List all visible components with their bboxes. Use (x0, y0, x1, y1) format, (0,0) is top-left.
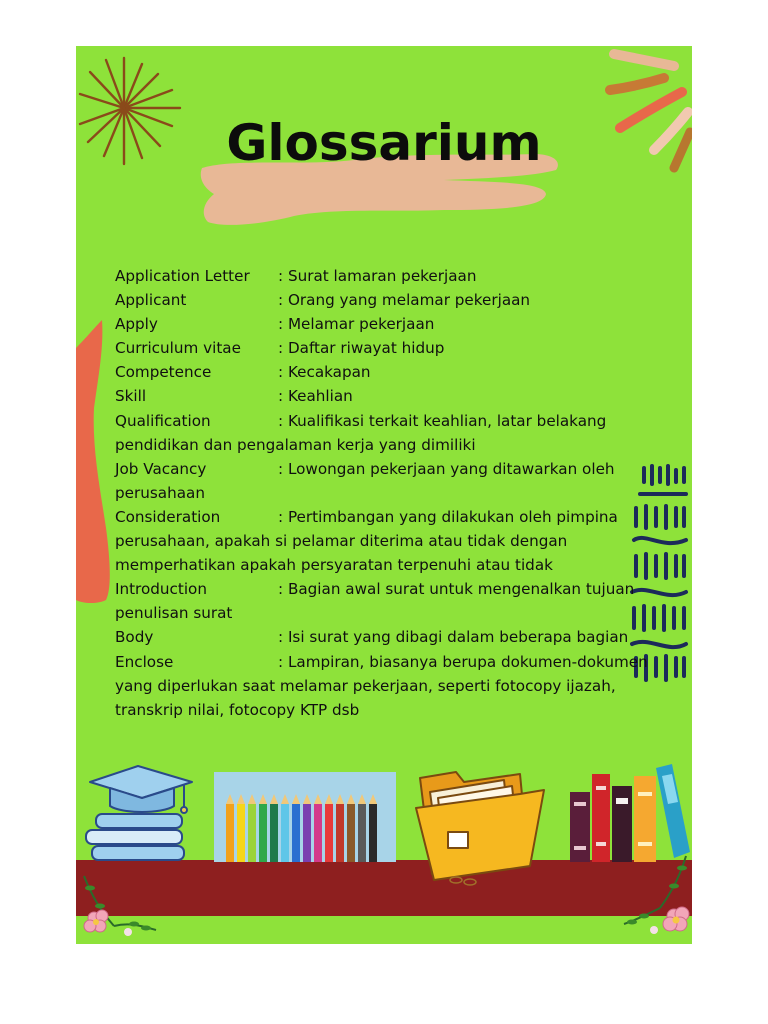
glossary-definition: : Isi surat yang dibagi dalam beberapa bagian (278, 628, 629, 647)
glossary-entry (115, 505, 655, 577)
glossary-term: Applicant (115, 291, 187, 310)
glossary-term: Body (115, 628, 154, 647)
glossary-term: Consideration (115, 507, 221, 526)
glossary-entry (115, 336, 655, 360)
glossary-entry (115, 312, 655, 336)
glossary-term: Enclose (115, 652, 174, 671)
glossary-definition: : Pertimbangan yang dilakukan oleh pimpina perusahaan, apakah si pelamar diterima atau tidak dengan memperhatikan apakah persyaratan terpenuhi atau tidak (115, 507, 618, 575)
books-graduation-cap-icon (82, 762, 202, 864)
glossary-definition: : Lampiran, biasanya berupa dokumen-dokumen yang diperlukan saat melamar pekerjaan, seperti fotocopy ijazah, transkrip nilai, fotocopy KTP dsb (115, 652, 648, 719)
glossary-definition: : Daftar riwayat hidup (278, 339, 445, 358)
glossary-definition: : Keahlian (278, 387, 353, 406)
glossary-term: Curriculum vitae (115, 339, 241, 358)
glossary-definition: : Orang yang melamar pekerjaan (278, 291, 531, 310)
flower-icon (620, 852, 692, 942)
page-title: Glossarium (226, 114, 542, 172)
flower-icon (78, 866, 158, 940)
folder-icon (412, 762, 550, 888)
glossary-definition: : Bagian awal surat untuk mengenalkan tujuan penulisan surat (115, 580, 635, 623)
glossary-definition: : Lowongan pekerjaan yang ditawarkan oleh perusahaan (115, 459, 615, 502)
glossary-term: Introduction (115, 580, 207, 599)
glossary-term: Apply (115, 315, 158, 334)
glossary-definition: : Melamar pekerjaan (278, 315, 435, 334)
glossary-entry (115, 288, 655, 312)
glossary-entry (115, 457, 655, 505)
glossary-definition: : Kecakapan (278, 363, 371, 382)
glossary-entry (115, 650, 655, 722)
glossary-entry (115, 264, 655, 288)
glossary-entry (115, 409, 655, 457)
glossary-entry (115, 577, 655, 625)
glossary-term: Skill (115, 387, 147, 406)
glossary-term: Job Vacancy (115, 459, 207, 478)
glossary-entry (115, 360, 655, 384)
glossary-poster (76, 46, 692, 944)
colored-pencils-icon (214, 772, 396, 862)
glossary-entry (115, 384, 655, 408)
glossary-definition: : Kualifikasi terkait keahlian, latar belakang pendidikan dan pengalaman kerja yang dimiliki (115, 411, 607, 454)
glossary-term: Competence (115, 363, 212, 382)
glossary-term: Application Letter (115, 267, 250, 285)
glossary-entry (115, 625, 655, 649)
glossary-list (115, 264, 655, 722)
books-row-icon (566, 762, 692, 862)
shelf-bar (76, 860, 692, 916)
glossary-term: Qualification (115, 411, 211, 430)
glossary-definition: : Surat lamaran pekerjaan (278, 267, 477, 285)
orange-brush-decoration (76, 318, 116, 608)
